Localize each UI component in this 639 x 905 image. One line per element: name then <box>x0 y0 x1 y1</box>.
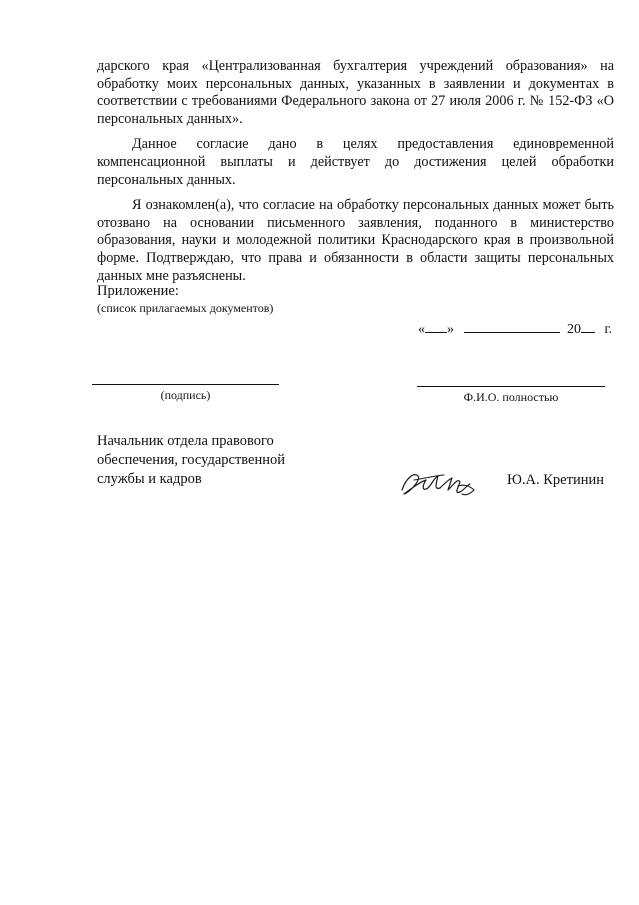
month-blank <box>464 320 560 333</box>
position-line: обеспечения, государственной <box>97 452 286 468</box>
year-blank <box>581 320 595 333</box>
date-open-quote: « <box>418 322 425 337</box>
paragraph-revocation: Я ознакомлен(а), что согласие на обработку персональных данных может быть отозвано на основании письменного заявления, поданного в министерство образования, науки и молодежной политики Краснодарского края в произвольной форме. Подтверждаю, что права и обязанности в области защиты персональных данных мне разъяснены. <box>97 197 614 284</box>
signer-name: Ю.А. Кретинин <box>507 472 604 488</box>
signature-caption: (подпись) <box>160 388 211 402</box>
handwritten-signature <box>396 464 480 502</box>
appendix-label: Приложение: <box>97 283 179 299</box>
date-close-quote: » <box>447 322 454 337</box>
fullname-caption: Ф.И.О. полностью <box>463 390 559 404</box>
year-prefix: 20 <box>567 322 581 337</box>
official-position <box>97 432 327 489</box>
paragraph-purpose: Данное согласие дано в целях предоставления единовременной компенсационной выплаты и действует до достижения целей обработки персональных данных. <box>97 136 614 188</box>
consent-body <box>97 58 614 285</box>
signature-line <box>92 384 279 385</box>
paragraph-continuation: дарского края «Централизованная бухгалтерия учреждений образования» на обработку моих персональных данных, указанных в заявлении и документах в соответствии с требованиями Федерального закона от 27 июля 2006 г. № 152-ФЗ «О персональных данных». <box>97 58 614 127</box>
year-suffix: г. <box>604 322 613 337</box>
day-blank <box>425 320 447 333</box>
date-field <box>418 320 612 338</box>
position-line: службы и кадров <box>97 471 202 487</box>
position-line: Начальник отдела правового <box>97 433 274 449</box>
fullname-line <box>417 386 605 387</box>
appendix-note: (список прилагаемых документов) <box>97 301 274 315</box>
